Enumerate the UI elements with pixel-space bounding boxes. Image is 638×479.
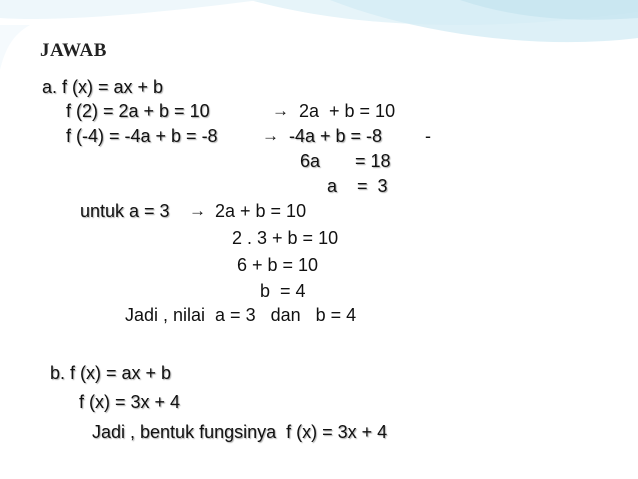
part-b-conclusion: Jadi , bentuk fungsinya f (x) = 3x + 4	[92, 422, 388, 442]
arrow-right-icon: →	[272, 101, 289, 120]
part-a-eq2-left: f (-4) = -4a + b = -8	[66, 126, 218, 146]
part-a-function: a. f (x) = ax + b	[42, 77, 164, 97]
arrow-right-icon: →	[262, 126, 279, 145]
slide-title: JAWAB	[40, 40, 107, 61]
part-a-step: 2 . 3 + b = 10	[232, 228, 339, 248]
part-a-eq2-right: -4a + b = -8	[289, 126, 383, 146]
part-a-conclusion: Jadi , nilai a = 3 dan b = 4	[125, 305, 357, 325]
part-b-function: b. f (x) = ax + b	[50, 363, 172, 383]
part-a-step: 6 + b = 10	[237, 255, 319, 275]
part-a-substitute-label: untuk a = 3	[80, 201, 170, 221]
subtraction-sign: -	[425, 126, 431, 146]
part-a-sum: 6a = 18	[300, 151, 391, 171]
part-a-solution-a: a = 3	[327, 176, 388, 196]
part-a-step: b = 4	[260, 281, 306, 301]
part-b-result: f (x) = 3x + 4	[79, 392, 181, 412]
part-a-substitute-eq: 2a + b = 10	[215, 201, 307, 221]
arrow-right-icon: →	[189, 201, 206, 220]
part-a-eq1-right: 2a + b = 10	[299, 101, 396, 121]
part-a-eq1-left: f (2) = 2a + b = 10	[66, 101, 210, 121]
